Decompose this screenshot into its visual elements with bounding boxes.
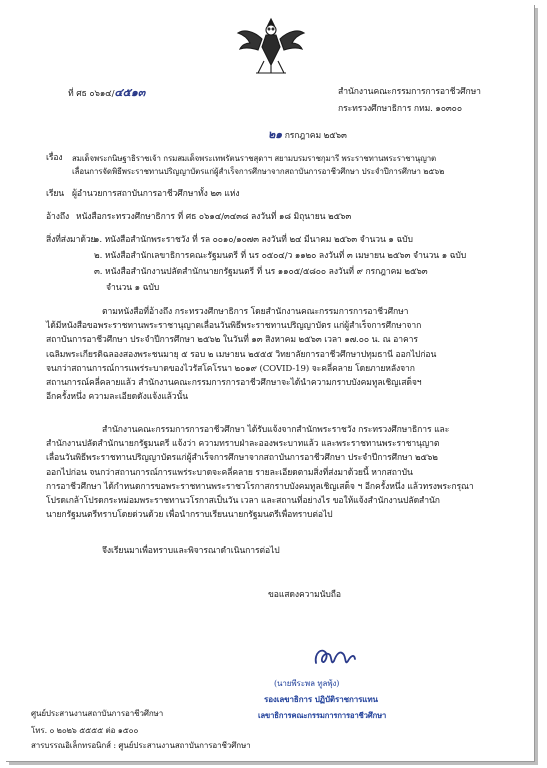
date-month-year: กรกฎาคม ๒๕๖๓: [284, 131, 347, 141]
paragraph-line: ออกไปก่อน จนกว่าสถานการณ์การแพร่ระบาดจะคลี่คลาย รายละเอียดตามสิ่งที่ส่งมาด้วยนี้ หากสถาบัน: [46, 467, 413, 478]
enclosure-item: ๒. หนังสือสำนักเลขาธิการคณะรัฐมนตรี ที่ นร ๐๕๐๔/ว ๑๑๒๐ ลงวันที่ ๓ เมษายน ๒๕๖๓ จำนวน ๑ ฉบับ: [94, 251, 467, 261]
footer-email: สารบรรณอิเล็กทรอนิกส์ : ศูนย์ประสานงานสถาบันการอาชีวศึกษา: [31, 741, 251, 750]
signer-position-2: เลขาธิการคณะกรรมการการอาชีวศึกษา: [258, 711, 387, 720]
closing-request: จึงเรียนมาเพื่อทราบและพิจารณาดำเนินการต่อไป: [102, 546, 280, 556]
body-paragraph-2: [46, 423, 501, 522]
paragraph-line: การอาชีวศึกษา ได้กำหนดการขอพระราชทานพระราชวโรกาสกราบบังคมทูลเชิญเสด็จ ฯ อีกครั้งหนึ่ง แล้วทรงพระกรุณา: [46, 481, 474, 492]
footer-unit: ศูนย์ประสานงานสถาบันการอาชีวศึกษา: [31, 709, 164, 718]
subject-label: เรื่อง: [46, 153, 63, 163]
body-paragraph-1: [46, 305, 501, 404]
letter-page: [6, 5, 535, 762]
handwritten-signature-icon: [312, 643, 358, 671]
paragraph-line: นายกรัฐมนตรีทราบโดยด่วนด้วย เพื่อนำกราบเรียนนายกรัฐมนตรีเพื่อทราบต่อไป: [46, 510, 333, 521]
paragraph-line: ได้มีหนังสือขอพระราชทานพระราชานุญาตเลื่อนวันพิธีพระราชทานปริญญาบัตร แก่ผู้สำเร็จการศึกษาจาก: [46, 321, 422, 332]
paragraph-line: สถาบันการอาชีวศึกษา ประจำปีการศึกษา ๒๕๖๒ ในวันที่ ๑๓ สิงหาคม ๒๕๖๓ เวลา ๑๗.๐๐ น. ณ อาคาร: [46, 335, 418, 346]
paragraph-line: เลื่อนวันพิธีพระราชทานปริญญาบัตรแก่ผู้สำเร็จการศึกษาจากสถาบันการอาชีวศึกษา ประจำปีการศึกษา ๒๕๖๒: [46, 453, 438, 464]
enclosure-item: จำนวน ๑ ฉบับ: [106, 283, 160, 293]
enclosure-item: ๑. หนังสือสำนักพระราชวัง ที่ รล ๐๐๑๐/๑๐๗๓ ลงวันที่ ๒๔ มีนาคม ๒๕๖๓ จำนวน ๑ ฉบับ: [94, 235, 413, 245]
paragraph-line: สำนักงานคณะกรรมการการอาชีวศึกษา ได้รับแจ้งจากสำนักพระราชวัง กระทรวงศึกษาธิการ และ: [102, 425, 450, 435]
document-number: [68, 87, 145, 100]
paragraph-line: สถานการณ์คลี่คลายแล้ว สำนักงานคณะกรรมการการอาชีวศึกษาจะได้นำความกราบบังคมทูลเชิญเสด็จฯ: [46, 378, 422, 389]
document-number-handwritten: ๔๕๑๓: [114, 86, 146, 99]
to-label: เรียน: [46, 189, 65, 199]
footer-phone: โทร. ๐ ๒๐๒๖ ๕๕๕๕ ต่อ ๑๕๐๐: [31, 726, 139, 735]
signer-name: (นายพีระพล ทูลพุ้ง): [274, 679, 340, 688]
garuda-emblem-icon: [236, 17, 306, 75]
paragraph-line: ตามหนังสือที่อ้างถึง กระทรวงศึกษาธิการ โดยสำนักงานคณะกรรมการการอาชีวศึกษา: [102, 307, 409, 317]
enclosure-item: ๓. หนังสือสำนักงานปลัดสำนักนายกรัฐมนตรี ที่ นร ๑๑๐๕/๕๘๐๐ ลงวันที่ ๙ กรกฎาคม ๒๕๖๓: [94, 267, 428, 277]
subject-line-1: สมเด็จพระกนิษฐาธิราชเจ้า กรมสมเด็จพระเทพรัตนราชสุดาฯ สยามบรมราชกุมารี พระราชทานพระราชานุญาต: [72, 154, 437, 163]
to-recipient: ผู้อำนวยการสถาบันการอาชีวศึกษาทั้ง ๒๓ แห่ง: [72, 189, 240, 199]
paragraph-line: เฉลิมพระเกียรติฉลองสองพระชนมายุ ๕ รอบ ๒ เมษายน ๒๕๕๕ วิทยาลัยการอาชีวศึกษาปทุมธานี ออกไปก่อน: [46, 349, 437, 360]
letter-date: [268, 129, 347, 142]
subject-line-2: เลื่อนการจัดพิธีพระราชทานปริญญาบัตรแก่ผู้สำเร็จการศึกษาจากสถาบันการอาชีวศึกษา ประจำปีการศึกษา ๒๕๖๒: [72, 167, 445, 176]
enclosure-label: สิ่งที่ส่งมาด้วย: [46, 235, 96, 245]
sender-address: กระทรวงศึกษาธิการ กทม. ๑๐๓๐๐: [338, 104, 462, 114]
closing-salutation: ขอแสดงความนับถือ: [268, 590, 341, 600]
reference-label: อ้างถึง: [46, 212, 70, 222]
paragraph-line: สำนักงานปลัดสำนักนายกรัฐมนตรี แจ้งว่า ความทราบฝ่าละอองพระบาทแล้ว และพระราชทานพระราชานุญาต: [46, 439, 440, 450]
paragraph-line: โปรดเกล้าโปรดกระหม่อมพระราชทานวโรกาสเป็นวัน เวลา และสถานที่อย่างไร ขอให้แจ้งสำนักงานปลัดสำนัก: [46, 496, 440, 507]
date-day-handwritten: ๒๑: [268, 128, 283, 141]
signer-position-1: รองเลขาธิการ ปฏิบัติราชการแทน: [264, 694, 378, 704]
paragraph-line: อีกครั้งหนึ่ง ความละเอียดดังแจ้งแล้วนั้น: [46, 392, 189, 403]
paragraph-line: จนกว่าสถานการณ์การแพร่ระบาดของไวรัสโคโรนา ๒๐๑๙ (COVID-19) จะคลี่คลาย โดยภายหลังจาก: [46, 363, 415, 374]
sender-office: สำนักงานคณะกรรมการการอาชีวศึกษา: [338, 87, 481, 97]
reference-text: หนังสือกระทรวงศึกษาธิการ ที่ ศธ ๐๖๑๔/๓๔๓๘ ลงวันที่ ๑๘ มิถุนายน ๒๕๖๓: [76, 212, 352, 222]
document-number-prefix: ที่ ศธ ๐๖๑๔/: [68, 89, 115, 99]
